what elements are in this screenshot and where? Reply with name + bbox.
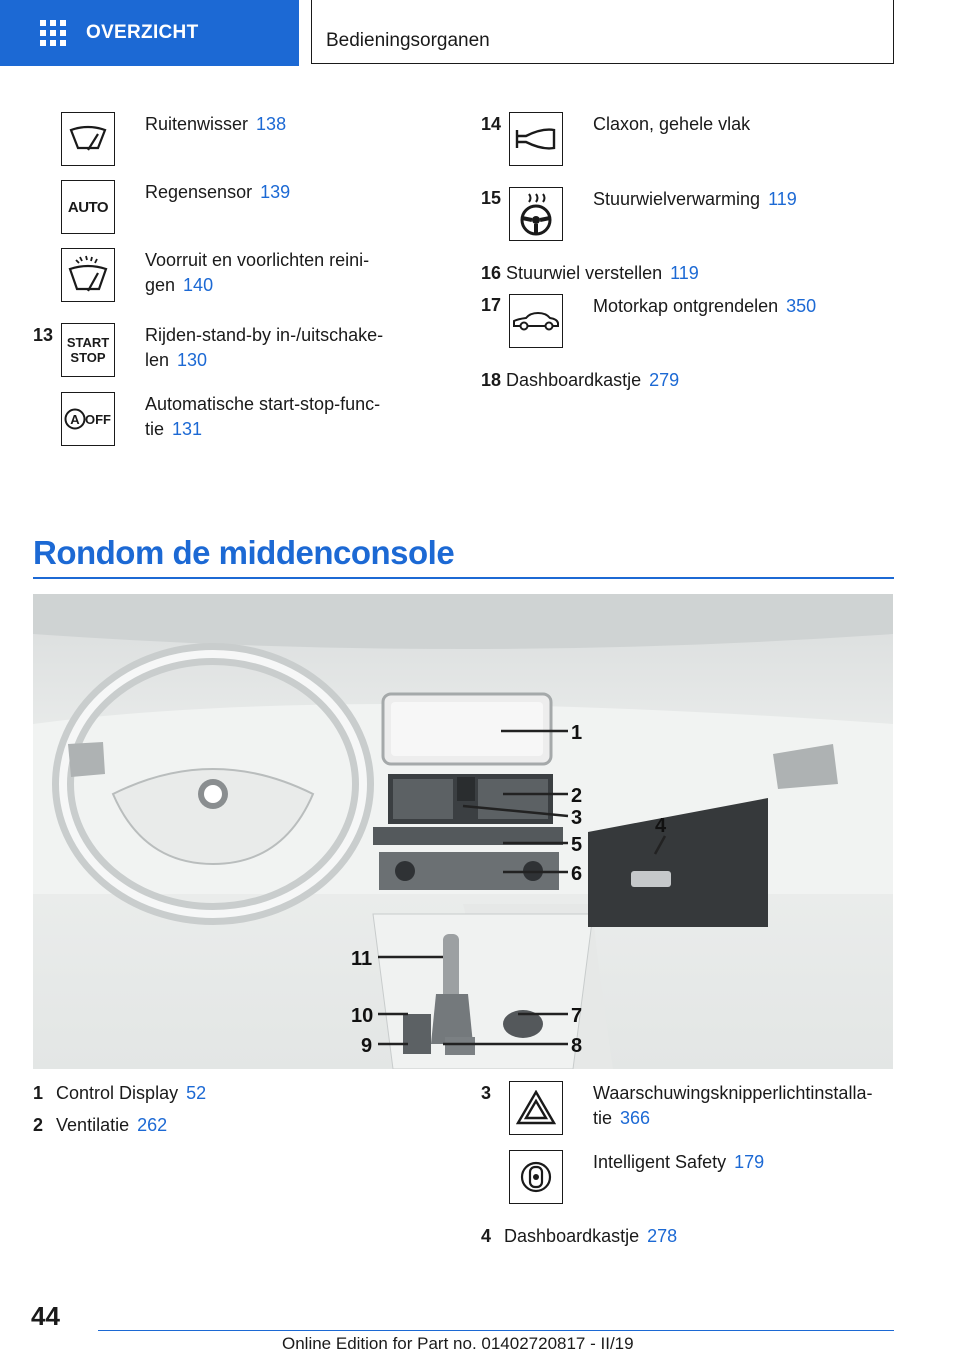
page-link[interactable]: 52: [186, 1083, 207, 1103]
callout-2: 2: [571, 785, 583, 807]
steering-heat-icon: [509, 187, 563, 241]
list-item: 16 Stuurwiel verstellen 119: [481, 263, 699, 283]
callout-11: 11: [351, 948, 373, 970]
wiper-icon: [61, 112, 115, 166]
page-link[interactable]: 130: [177, 350, 208, 370]
list-item: Regensensor 139: [145, 182, 291, 202]
page-link[interactable]: 366: [620, 1108, 651, 1128]
page-link[interactable]: 278: [647, 1226, 678, 1246]
page-link[interactable]: 140: [183, 275, 214, 295]
callout-8: 8: [571, 1035, 583, 1057]
list-item: Ruitenwisser 138: [145, 114, 287, 134]
page-link[interactable]: 139: [260, 182, 291, 202]
list-item: Motorkap ontgrendelen 350: [593, 296, 817, 316]
list-item: Waarschuwingsknipperlichtinstalla- tie 366: [593, 1083, 873, 1128]
callout-6: 6: [571, 863, 583, 885]
callout-3: 3: [571, 807, 583, 829]
page-link[interactable]: 350: [786, 296, 817, 316]
auto-icon: AUTO: [61, 180, 115, 234]
page-link[interactable]: 138: [256, 114, 287, 134]
overview-tab[interactable]: [0, 0, 299, 66]
item-number: 3: [481, 1083, 492, 1103]
footer-divider: [98, 1330, 894, 1331]
callout-7: 7: [571, 1005, 583, 1027]
item-number: 15: [481, 188, 502, 208]
page-link[interactable]: 131: [172, 419, 203, 439]
callout-9: 9: [361, 1035, 373, 1057]
list-item: 1 Control Display 52: [33, 1083, 207, 1103]
start-stop-icon: START STOP: [61, 323, 115, 377]
section-header-label: Bedieningsorganen: [326, 30, 490, 51]
hood-release-icon: [509, 294, 563, 348]
intelligent-safety-icon: [509, 1150, 563, 1204]
callout-5: 5: [571, 834, 583, 856]
item-number: 17: [481, 295, 502, 315]
page-link[interactable]: 119: [670, 263, 699, 283]
item-number: 14: [481, 114, 502, 134]
list-item: Voorruit en voorlichten reini- gen 140: [145, 250, 370, 295]
list-item: 18 Dashboardkastje 279: [481, 370, 680, 390]
horn-icon: [509, 112, 563, 166]
section-title: Rondom de middenconsole: [33, 534, 455, 571]
item-number: 13: [33, 325, 54, 345]
washer-icon: [61, 248, 115, 302]
page-number: 44: [31, 1301, 60, 1331]
hazard-icon: [509, 1081, 563, 1135]
list-item: 2 Ventilatie 262: [33, 1115, 168, 1135]
page-link[interactable]: 279: [649, 370, 680, 390]
callout-1: 1: [571, 722, 583, 744]
dashboard-illustration: [33, 594, 893, 1069]
page-header: [0, 0, 960, 66]
page-link[interactable]: 262: [137, 1115, 168, 1135]
edition-text: Online Edition for Part no. 01402720817 - II/19: [282, 1334, 634, 1353]
svg-text:OFF: OFF: [85, 412, 111, 427]
auto-start-stop-off-icon: [61, 392, 115, 446]
page-link[interactable]: 179: [734, 1152, 765, 1172]
list-item: Rijden-stand-by in-/uitschake- len 130: [145, 325, 384, 370]
section-divider: [33, 577, 894, 579]
list-item: Intelligent Safety 179: [593, 1152, 765, 1172]
callout-10: 10: [351, 1005, 374, 1027]
list-item: Automatische start-stop-func- tie 131: [145, 394, 381, 439]
callout-4: 4: [655, 815, 667, 837]
page-link[interactable]: 119: [768, 189, 797, 209]
list-item: Claxon, gehele vlak: [593, 114, 751, 134]
section-header: [311, 0, 894, 64]
list-item: Stuurwielverwarming 119: [593, 189, 797, 209]
grid-menu-icon: [40, 20, 66, 46]
overview-tab-label: OVERZICHT: [86, 22, 199, 43]
svg-text:A: A: [70, 412, 80, 427]
list-item: 4 Dashboardkastje 278: [481, 1226, 678, 1246]
